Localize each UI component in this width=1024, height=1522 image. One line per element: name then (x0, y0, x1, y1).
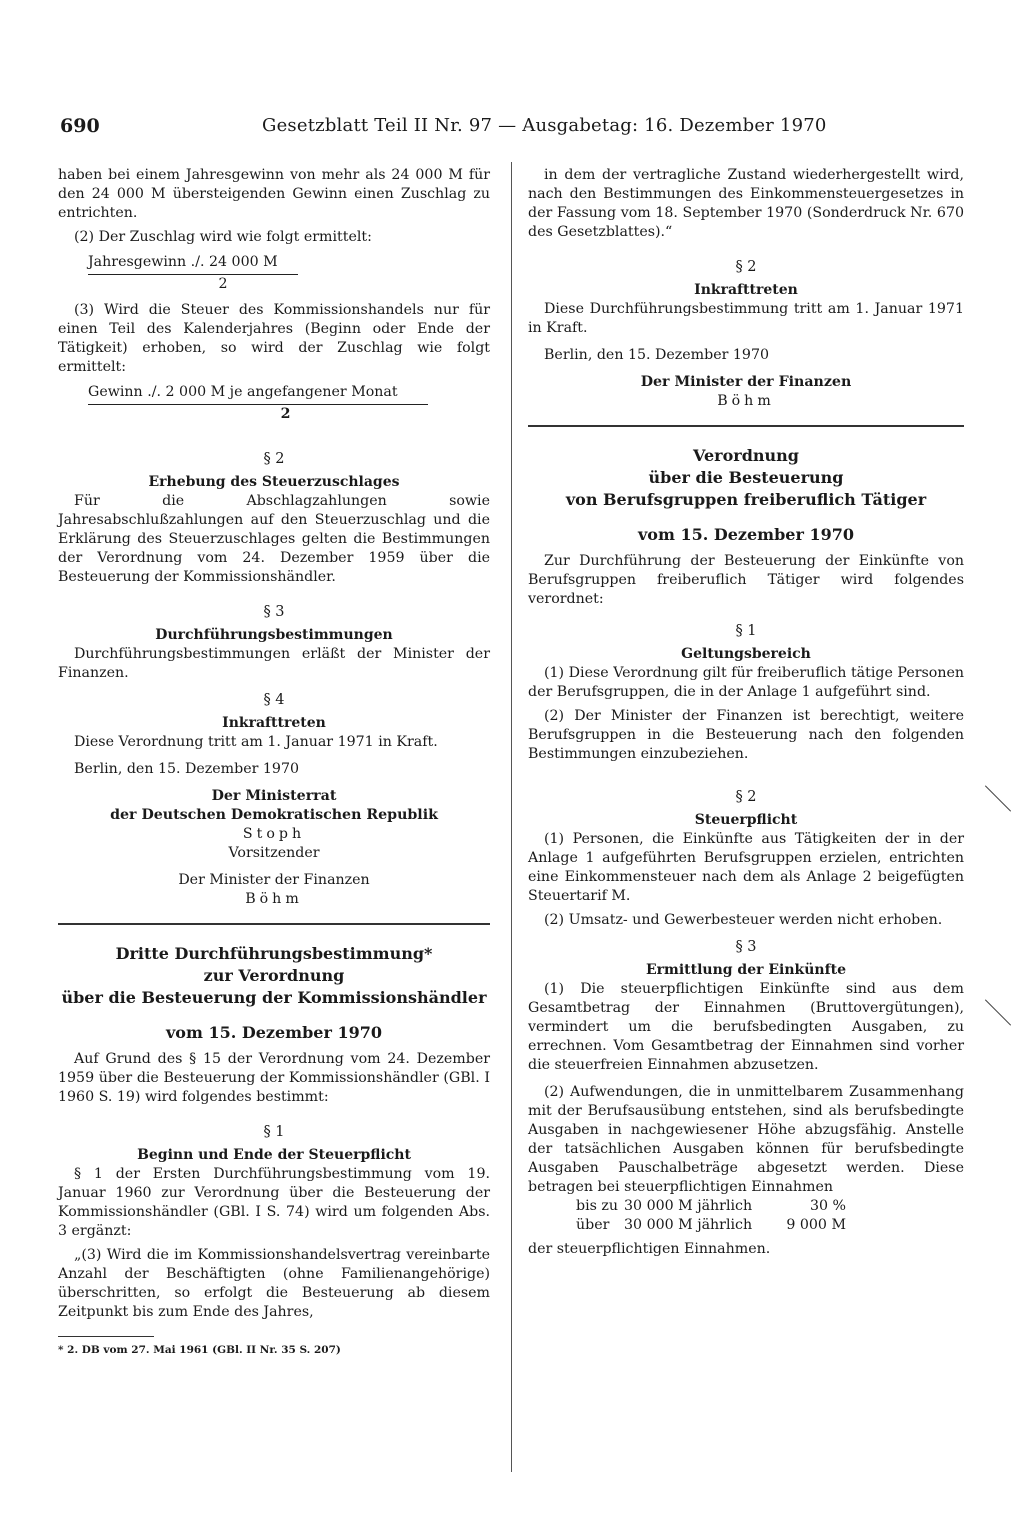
paragraph-zuschlag-3: (3) Wird die Steuer des Kommissionshandels nur für einen Teil des Kalenderjahres (Beginn oder Ende der Tätigkeit) erhoben, so wird der Zuschlag wie folgt ermittelt: (58, 302, 490, 375)
section-heading: Inkrafttreten (694, 282, 798, 298)
rate-value: 9 000 M (786, 1217, 846, 1233)
formula-jahresgewinn (88, 253, 490, 294)
quoted-amendment: „(3) Wird die im Kommissionshandelsvertrag vereinbarte Anzahl der Beschäftigten (ohne Familienangehörige) überschritten, so erfolgt die Besteuerung ab diesem Zeitpunkt bis zum Ende des Jahres, (58, 1247, 490, 1320)
signature-body: der Deutschen Demokratischen Republik (110, 807, 438, 823)
signature-name: Böhm (717, 393, 775, 409)
section-text: (1) Die steuerpflichtigen Einkünfte sind aus dem Gesamtbetrag der Einnahmen (Bruttovergütungen), vermindert um die berufsbedingten Ausgaben, zu errechnen. Vom Gesamtbetrag der Einnahmen sind vorher die steuerfreien Einnahmen abzusetzen. (528, 981, 964, 1073)
margin-mark (985, 785, 1011, 811)
section-symbol: § 3 (263, 604, 285, 620)
rate-table (576, 1197, 964, 1235)
rate-amount: 30 000 M jährlich (624, 1198, 753, 1214)
place-date: Berlin, den 15. Dezember 1970 (544, 347, 770, 363)
signature-role: Der Minister der Finanzen (178, 872, 370, 888)
rate-prefix: über (576, 1217, 610, 1233)
page-number: 690 (60, 115, 100, 137)
preamble: Auf Grund des § 15 der Verordnung vom 24. Dezember 1959 über die Besteuerung der Kommissionshändler (GBl. I 1960 S. 19) wird folgendes bestimmt: (58, 1051, 490, 1105)
footnote-rule (58, 1336, 154, 1337)
section-symbol: § 4 (263, 692, 285, 708)
section-text: Diese Verordnung tritt am 1. Januar 1971 in Kraft. (74, 734, 438, 750)
section-text: (1) Diese Verordnung gilt für freiberuflich tätige Personen der Berufsgruppen, die in der Anlage 1 aufgeführt sind. (528, 665, 964, 700)
section-symbol: § 2 (735, 789, 757, 805)
rate-prefix: bis zu (576, 1198, 619, 1214)
formula-gewinn (88, 383, 490, 424)
right-column (528, 166, 964, 1259)
rate-row (576, 1216, 964, 1235)
column-divider (511, 162, 512, 1472)
place-date: Berlin, den 15. Dezember 1970 (74, 761, 300, 777)
section-text: Diese Durchführungsbestimmung tritt am 1. Januar 1971 in Kraft. (528, 301, 964, 336)
signature-body: Der Ministerrat (211, 788, 337, 804)
section-heading: Beginn und Ende der Steuerpflicht (137, 1147, 411, 1163)
section-text: (2) Der Minister der Finanzen ist berechtigt, weitere Berufsgruppen in die Besteuerung nach den folgenden Bestimmungen einzubeziehen. (528, 708, 964, 762)
formula-denominator: 2 (280, 406, 291, 422)
section-text: (2) Umsatz- und Gewerbesteuer werden nicht erhoben. (544, 912, 943, 928)
signature-role: Vorsitzender (228, 845, 320, 861)
signature-name: Böhm (245, 891, 303, 907)
section-symbol: § 1 (735, 623, 757, 639)
formula-numerator: Jahresgewinn ./. 24 000 M (88, 253, 298, 275)
formula-denominator: 2 (218, 276, 228, 292)
paragraph-zuschlag-2: (2) Der Zuschlag wird wie folgt ermittelt: (74, 229, 372, 245)
margin-mark (985, 999, 1011, 1025)
section-heading: Inkrafttreten (222, 715, 326, 731)
rate-value: 30 % (809, 1198, 846, 1214)
section-symbol: § 2 (735, 259, 757, 275)
section-text: § 1 der Ersten Durchführungsbestimmung vom 19. Januar 1960 zur Verordnung über die Besteuerung der Kommissionshändler (GBl. I S. 74) wird um folgenden Abs. 3 ergänzt: (58, 1166, 490, 1239)
section-heading: Steuerpflicht (694, 812, 798, 828)
preamble: Zur Durchführung der Besteuerung der Einkünfte von Berufsgruppen freiberuflich Tätiger wird folgendes verordnet: (528, 553, 964, 607)
section-heading: Erhebung des Steuerzuschlages (148, 474, 400, 490)
section-text: Durchführungsbestimmungen erläßt der Minister der Finanzen. (58, 646, 490, 681)
section-text: der steuerpflichtigen Einnahmen. (528, 1241, 771, 1257)
document-date: vom 15. Dezember 1970 (165, 1023, 383, 1042)
section-heading: Geltungsbereich (681, 646, 811, 662)
section-text: Für die Abschlagzahlungen sowie Jahresabschlußzahlungen auf den Steuerzuschlag und die Erklärung des Steuerzuschlages gelten die Bestimmungen der Verordnung vom 24. Dezember 1959 über die Besteuerung der Kommissionshändler. (58, 493, 490, 585)
paragraph-continuation: haben bei einem Jahresgewinn von mehr als 24 000 M für den 24 000 M übersteigenden Gewinn einen Zuschlag zu entrichten. (58, 167, 490, 221)
section-text: (2) Aufwendungen, die in unmittelbarem Zusammenhang mit der Berufsausübung entstehen, sind als berufsbedingte Ausgaben in nachgewiesener Höhe abzugsfähig. Anstelle der tatsächlichen Ausgaben können für berufsbedingte Ausgaben Pauschalbeträge abgesetzt werden. Diese betragen bei steuerpflichtigen Einnahmen (528, 1084, 964, 1195)
signature-name: Stoph (242, 826, 306, 842)
rate-row (576, 1197, 964, 1216)
document-title: Verordnung über die Besteuerung von Berufsgruppen freiberuflich Tätiger (565, 446, 927, 509)
section-symbol: § 2 (263, 451, 285, 467)
running-head: Gesetzblatt Teil II Nr. 97 — Ausgabetag: 16. Dezember 1970 (262, 115, 827, 136)
section-divider (528, 425, 964, 427)
formula-numerator: Gewinn ./. 2 000 M je angefangener Monat (88, 383, 428, 405)
document-date: vom 15. Dezember 1970 (637, 525, 855, 544)
footnote: * 2. DB vom 27. Mai 1961 (GBl. II Nr. 35 S. 207) (58, 1344, 341, 1356)
signature-role: Der Minister der Finanzen (640, 374, 852, 390)
section-symbol: § 1 (263, 1124, 285, 1140)
section-heading: Ermittlung der Einkünfte (645, 962, 847, 978)
paragraph-continuation: in dem der vertragliche Zustand wiederhergestellt wird, nach den Bestimmungen des Einkommensteuergesetzes in der Fassung vom 18. September 1970 (Sonderdruck Nr. 670 des Gesetzblattes).“ (528, 167, 964, 240)
left-column (58, 166, 490, 1360)
section-divider (58, 923, 490, 925)
rate-amount: 30 000 M jährlich (624, 1217, 753, 1233)
section-heading: Durchführungsbestimmungen (155, 627, 393, 643)
section-symbol: § 3 (735, 939, 757, 955)
section-text: (1) Personen, die Einkünfte aus Tätigkeiten der in der Anlage 1 aufgeführten Berufsgruppen erzielen, entrichten eine Einkommensteuer nach dem als Anlage 2 beigefügten Steuertarif M. (528, 831, 964, 904)
document-title: Dritte Durchführungsbestimmung* zur Verordnung über die Besteuerung der Kommissionshändler (61, 944, 487, 1007)
